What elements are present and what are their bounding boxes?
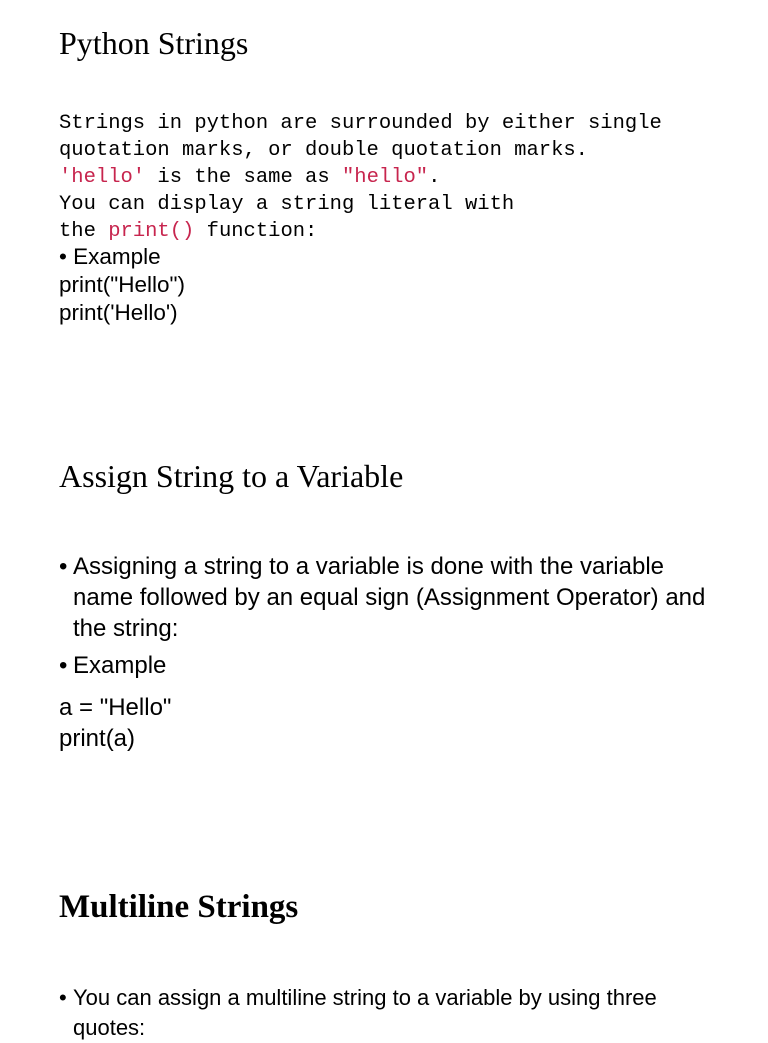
body-text: the bbox=[59, 220, 109, 243]
slide-title: Multiline Strings bbox=[59, 889, 299, 925]
body-line bbox=[59, 164, 662, 191]
inline-code: 'hello' bbox=[59, 166, 146, 189]
bullet-text: You can assign a multiline string to a variable by using three quotes: bbox=[73, 985, 657, 1040]
body-text: . bbox=[428, 166, 441, 189]
code-line: print(a) bbox=[59, 725, 136, 752]
slide-title: Assign String to a Variable bbox=[59, 458, 404, 494]
bullet-item bbox=[59, 650, 709, 681]
bullet-text: Example bbox=[73, 652, 167, 679]
bullet-marker: • bbox=[59, 553, 68, 580]
body-text: is the same as bbox=[145, 166, 342, 189]
code-line: print('Hello') bbox=[59, 300, 178, 325]
bullet-marker: • bbox=[59, 652, 68, 679]
bullet-item bbox=[59, 551, 709, 644]
body-line: Strings in python are surrounded by either single bbox=[59, 112, 662, 135]
code-line: a = "Hello" bbox=[59, 694, 172, 721]
bullet-text: Example bbox=[66, 244, 161, 269]
bullet-item bbox=[59, 983, 719, 1043]
body-line bbox=[59, 218, 662, 245]
code-line: print("Hello") bbox=[59, 272, 186, 297]
bullet-example bbox=[59, 243, 185, 271]
bullet-list bbox=[59, 983, 719, 1043]
body-line: quotation marks, or double quotation marks. bbox=[59, 139, 588, 162]
code-example bbox=[59, 692, 171, 754]
body-line: You can display a string literal with bbox=[59, 193, 515, 216]
example-block bbox=[59, 243, 185, 327]
bullet-marker: • bbox=[59, 985, 67, 1010]
bullet-list bbox=[59, 551, 709, 681]
slide-title: Python Strings bbox=[59, 25, 249, 61]
bullet-text: Assigning a string to a variable is done with the variable name followed by an equal sign (Assignment Operator) and the string: bbox=[73, 553, 706, 642]
bullet-marker: • bbox=[59, 244, 67, 269]
body-text: function: bbox=[194, 220, 318, 243]
slide-body bbox=[59, 110, 662, 245]
inline-code: print() bbox=[108, 220, 195, 243]
inline-code: "hello" bbox=[341, 166, 429, 189]
